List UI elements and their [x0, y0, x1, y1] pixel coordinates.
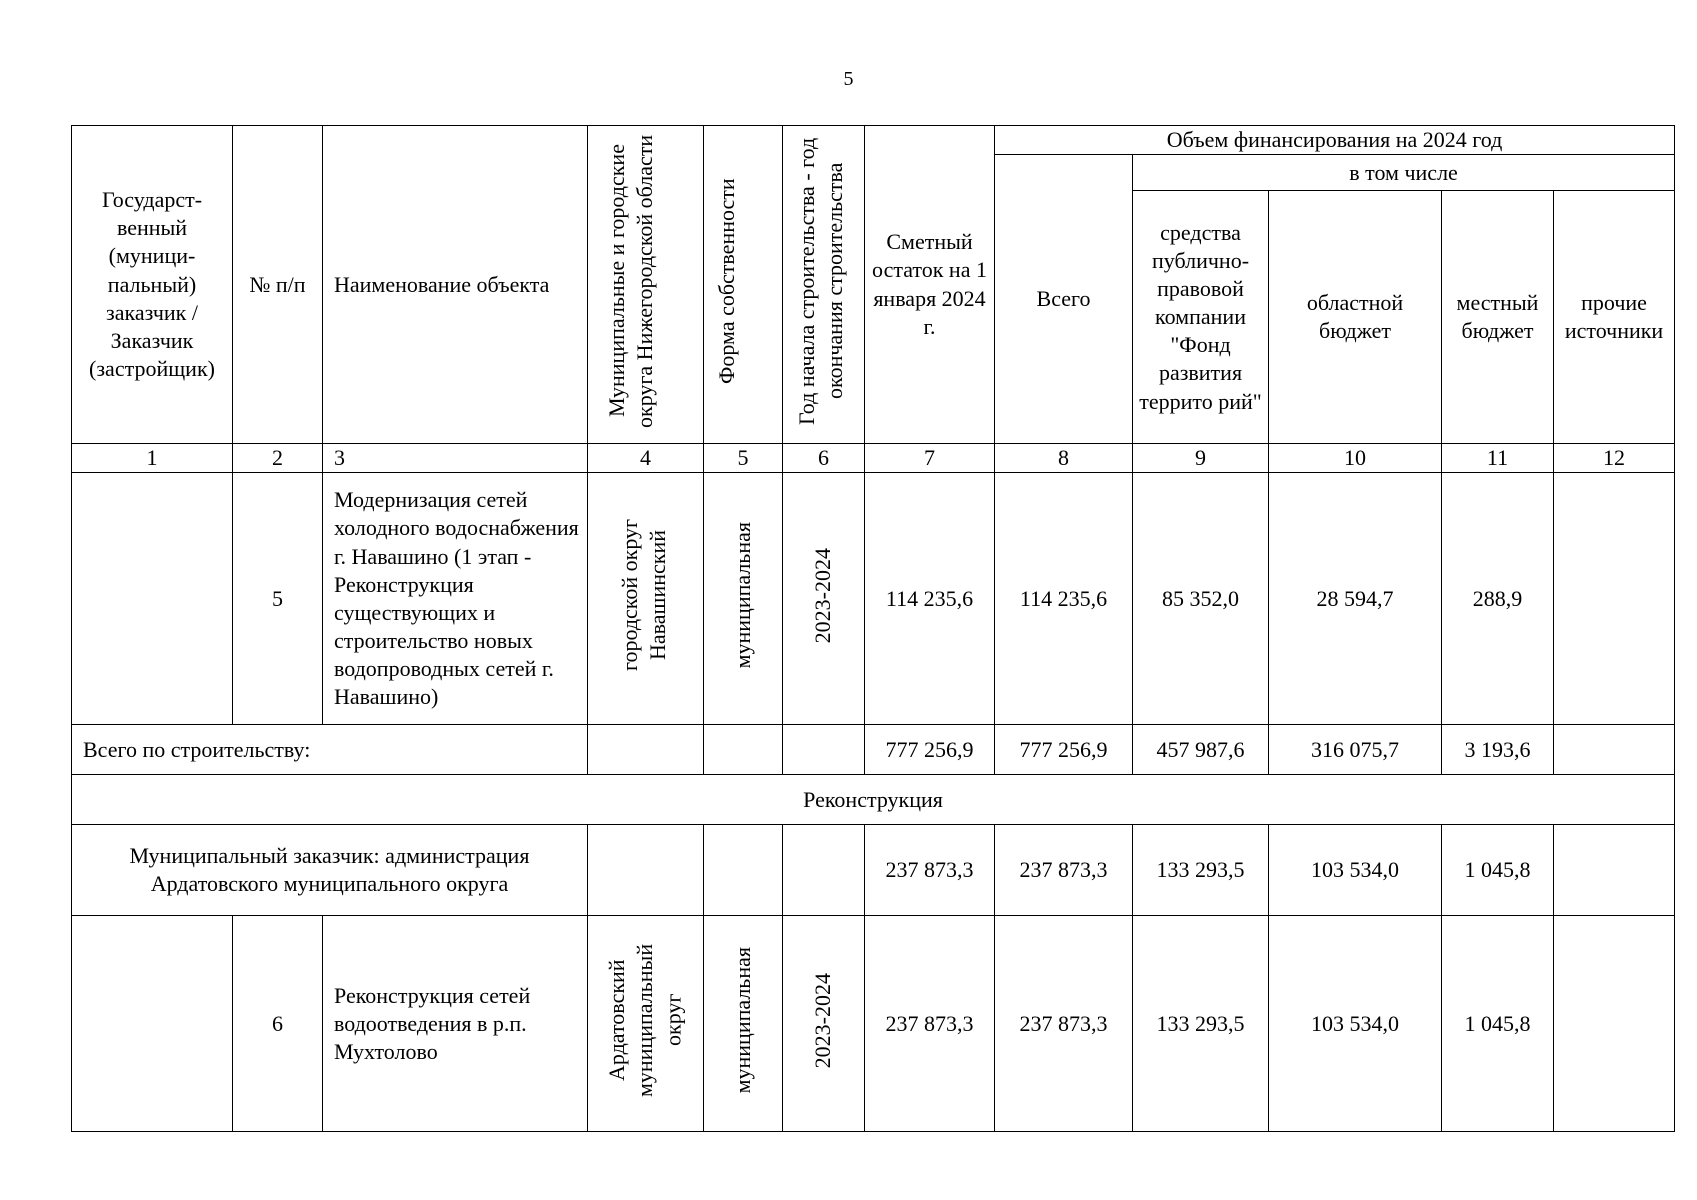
table-row-item-6	[72, 916, 1675, 1132]
total-value: 777 256,9	[995, 725, 1133, 775]
column-number: 11	[1442, 444, 1554, 473]
other-value	[1554, 916, 1675, 1132]
header-object-name: Наименование объекта	[323, 126, 588, 444]
customer-cell	[72, 916, 233, 1132]
header-financing: Объем финансирования на 2024 год	[995, 126, 1675, 155]
local-value: 3 193,6	[1442, 725, 1554, 775]
column-number: 3	[323, 444, 588, 473]
ownership: муниципальная	[704, 473, 783, 725]
total-value: 237 873,3	[995, 825, 1133, 916]
header-total: Всего	[995, 155, 1133, 444]
estimate-value: 237 873,3	[865, 916, 995, 1132]
fund-value: 133 293,5	[1133, 916, 1269, 1132]
object-name: Реконструкция сетей водоотведения в р.п. Мухтолово	[323, 916, 588, 1132]
section-title: Реконструкция	[72, 775, 1675, 825]
empty-cell	[588, 725, 704, 775]
local-value: 1 045,8	[1442, 825, 1554, 916]
header-local: местный бюджет	[1442, 191, 1554, 444]
fund-value: 133 293,5	[1133, 825, 1269, 916]
customer-cell	[72, 473, 233, 725]
empty-cell	[704, 825, 783, 916]
object-name: Модернизация сетей холодного водоснабжения г. Навашино (1 этап - Реконструкция существующих и строительство новых водопроводных сетей г. Навашино)	[323, 473, 588, 725]
empty-cell	[704, 725, 783, 775]
regional-value: 103 534,0	[1269, 825, 1442, 916]
local-value: 288,9	[1442, 473, 1554, 725]
column-number: 10	[1269, 444, 1442, 473]
estimate-value: 237 873,3	[865, 825, 995, 916]
empty-cell	[783, 725, 865, 775]
header-municipalities: Муниципальные и городские округа Нижегородской области	[588, 126, 704, 444]
table-row-municipal-customer	[72, 825, 1675, 916]
header-estimate: Сметный остаток на 1 января 2024 г.	[865, 126, 995, 444]
column-number-row	[72, 444, 1675, 473]
municipal-customer-label: Муниципальный заказчик: администрация Ардатовского муниципального округа	[72, 825, 588, 916]
table-row-item-5	[72, 473, 1675, 725]
other-value	[1554, 473, 1675, 725]
header-ownership: Форма собственности	[704, 126, 783, 444]
fund-value: 85 352,0	[1133, 473, 1269, 725]
column-number: 8	[995, 444, 1133, 473]
empty-cell	[588, 825, 704, 916]
column-number: 6	[783, 444, 865, 473]
table-row-construction-total	[72, 725, 1675, 775]
total-value: 114 235,6	[995, 473, 1133, 725]
municipality: Ардатовский муниципальный округ	[588, 916, 704, 1132]
construction-total-label: Всего по строительству:	[72, 725, 588, 775]
header-num: № п/п	[233, 126, 323, 444]
fund-value: 457 987,6	[1133, 725, 1269, 775]
column-number: 2	[233, 444, 323, 473]
column-number: 12	[1554, 444, 1675, 473]
total-value: 237 873,3	[995, 916, 1133, 1132]
item-number: 6	[233, 916, 323, 1132]
header-years: Год начала строительства - год окончания строительства	[783, 126, 865, 444]
header-regional: областной бюджет	[1269, 191, 1442, 444]
other-value	[1554, 725, 1675, 775]
years: 2023-2024	[783, 916, 865, 1132]
column-number: 4	[588, 444, 704, 473]
table-row-section	[72, 775, 1675, 825]
ownership: муниципальная	[704, 916, 783, 1132]
estimate-value: 114 235,6	[865, 473, 995, 725]
other-value	[1554, 825, 1675, 916]
page-number: 5	[843, 68, 854, 90]
item-number: 5	[233, 473, 323, 725]
header-fund: средства публично-правовой компании "Фонд развития террито рий"	[1133, 191, 1269, 444]
regional-value: 316 075,7	[1269, 725, 1442, 775]
column-number: 1	[72, 444, 233, 473]
column-number: 9	[1133, 444, 1269, 473]
header-customer: Государст-венный (муници-пальный) заказчик / Заказчик (застройщик)	[72, 126, 233, 444]
column-number: 5	[704, 444, 783, 473]
header-other: прочие источники	[1554, 191, 1675, 444]
header-including: в том числе	[1133, 155, 1675, 191]
years: 2023-2024	[783, 473, 865, 725]
regional-value: 28 594,7	[1269, 473, 1442, 725]
regional-value: 103 534,0	[1269, 916, 1442, 1132]
local-value: 1 045,8	[1442, 916, 1554, 1132]
municipality: городской округ Навашинский	[588, 473, 704, 725]
financing-table	[71, 125, 1675, 1132]
column-number: 7	[865, 444, 995, 473]
estimate-value: 777 256,9	[865, 725, 995, 775]
empty-cell	[783, 825, 865, 916]
